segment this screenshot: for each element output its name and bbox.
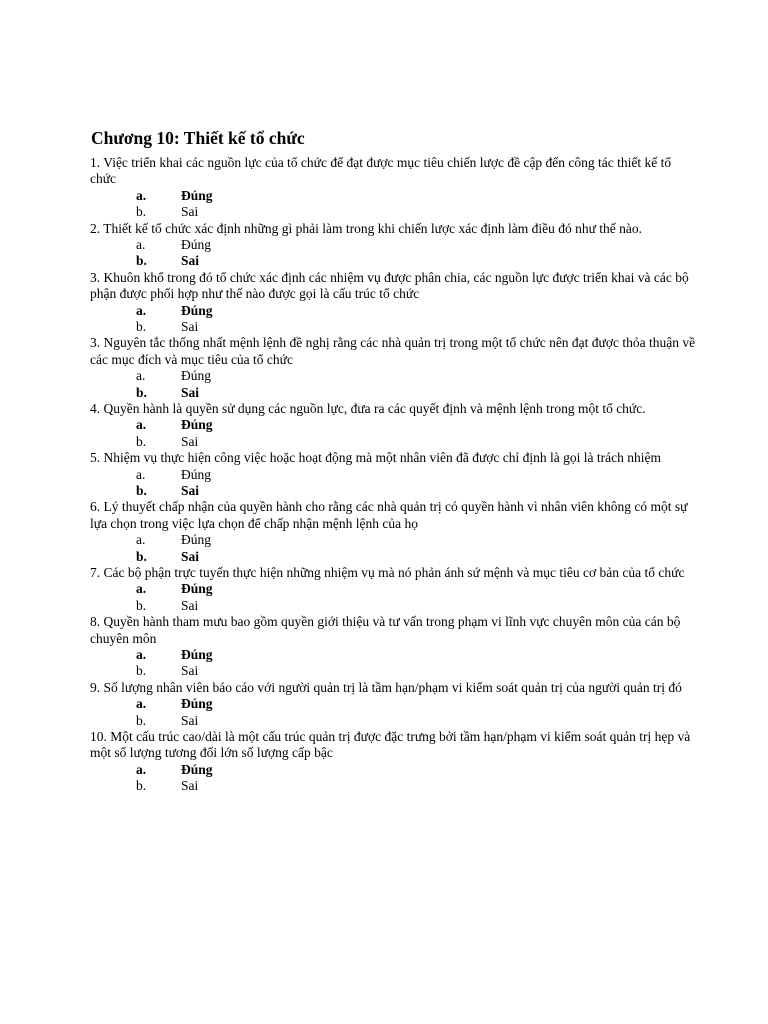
question-block <box>90 270 700 336</box>
answer-option <box>90 696 700 712</box>
option-letter: b. <box>136 482 147 498</box>
question-block <box>90 729 700 795</box>
option-text: Sai <box>181 548 200 564</box>
option-letter: a. <box>136 761 147 777</box>
answer-option <box>90 434 700 450</box>
option-letter: a. <box>136 368 146 384</box>
option-letter: a. <box>136 302 147 318</box>
option-text: Đúng <box>181 532 211 548</box>
option-letter: b. <box>136 548 147 564</box>
question-text: 2. Thiết kế tổ chức xác định những gì phải làm trong khi chiến lược xác định làm điều đó như thế nào. <box>90 220 643 236</box>
question-block <box>90 565 700 614</box>
answer-option <box>90 237 700 253</box>
question-block <box>90 155 700 221</box>
question-text: 7. Các bộ phận trực tuyến thực hiện những nhiệm vụ mà nó phản ánh sứ mệnh và mục tiêu cơ bản của tổ chức <box>90 564 685 580</box>
option-text: Đúng <box>181 761 213 777</box>
option-letter: a. <box>136 696 147 712</box>
option-text: Sai <box>181 433 199 449</box>
option-text: Sai <box>181 663 199 679</box>
question-block <box>90 450 700 499</box>
option-text: Đúng <box>181 187 213 203</box>
answer-option <box>90 319 700 335</box>
page-title: Chương 10: Thiết kế tổ chức <box>91 128 305 148</box>
question-block <box>90 499 700 565</box>
answer-option <box>90 467 700 483</box>
option-text: Sai <box>181 253 200 269</box>
answer-option <box>90 762 700 778</box>
question-block <box>90 401 700 450</box>
option-letter: a. <box>136 187 147 203</box>
option-letter: b. <box>136 318 147 334</box>
option-letter: a. <box>136 532 146 548</box>
question-block <box>90 335 700 401</box>
question-text: 5. Nhiệm vụ thực hiện công việc hoặc hoạt động mà một nhân viên đã được chỉ định là gọi là trách nhiệm <box>90 450 661 466</box>
answer-option <box>90 417 700 433</box>
question-text: 9. Số lượng nhân viên báo cáo với người quản trị là tầm hạn/phạm vi kiểm soát quản trị của người quản trị đó <box>90 679 682 695</box>
question-text: 3. Nguyên tắc thống nhất mệnh lệnh đề nghị rằng các nhà quản trị trong một tổ chức nên đạt được thỏa thuận về các mục đích và mục tiêu của tổ chức <box>90 335 696 367</box>
option-text: Sai <box>181 482 200 498</box>
option-text: Đúng <box>181 646 213 662</box>
question-text: 10. Một cấu trúc cao/dài là một cấu trúc quản trị được đặc trưng bởi tầm hạn/phạm vi kiểm soát quản trị hẹp và một số lượng tương đối lớn số lượng cấp bậc <box>90 728 691 761</box>
answer-option <box>90 188 700 204</box>
option-letter: b. <box>136 433 147 449</box>
answer-option <box>90 598 700 614</box>
option-letter: b. <box>136 778 147 794</box>
question-text: 3. Khuôn khổ trong đó tổ chức xác định các nhiệm vụ được phân chia, các nguồn lực được triển khai và các bộ phận được phối hợp như thế nào được gọi là cấu trúc tổ chức <box>90 269 689 302</box>
option-text: Sai <box>181 318 199 334</box>
option-text: Đúng <box>181 581 213 597</box>
option-letter: b. <box>136 204 147 220</box>
answer-option <box>90 663 700 679</box>
answer-option <box>90 713 700 729</box>
answer-option <box>90 385 700 401</box>
option-text: Đúng <box>181 237 211 252</box>
question-text: 4. Quyền hành là quyền sử dụng các nguồn lực, đưa ra các quyết định và mệnh lệnh trong một tổ chức. <box>90 400 646 416</box>
answer-option <box>90 581 700 597</box>
option-text: Đúng <box>181 417 213 433</box>
question-block <box>90 221 700 270</box>
answer-option <box>90 532 700 548</box>
question-text: 8. Quyền hành tham mưu bao gồm quyền giới thiệu và tư vấn trong phạm vi lĩnh vực chuyên môn của cán bộ chuyên môn <box>90 614 681 646</box>
option-letter: b. <box>136 712 147 728</box>
option-letter: b. <box>136 663 147 679</box>
question-text: 1. Việc triển khai các nguồn lực của tổ chức để đạt được mục tiêu chiến lược đề cập đến công tác thiết kế tổ chức <box>90 155 672 187</box>
option-letter: a. <box>136 466 146 482</box>
option-text: Sai <box>181 384 200 400</box>
option-text: Đúng <box>181 368 211 384</box>
option-letter: a. <box>136 237 146 252</box>
option-letter: a. <box>136 581 147 597</box>
answer-option <box>90 549 700 565</box>
option-text: Sai <box>181 597 199 613</box>
answer-option <box>90 483 700 499</box>
answer-option <box>90 368 700 384</box>
answer-option <box>90 253 700 269</box>
answer-option <box>90 204 700 220</box>
option-letter: b. <box>136 253 147 269</box>
answer-option <box>90 647 700 663</box>
option-text: Sai <box>181 712 199 728</box>
answer-option <box>90 778 700 794</box>
question-list <box>90 155 700 795</box>
option-letter: a. <box>136 417 147 433</box>
option-text: Đúng <box>181 302 213 318</box>
question-text: 6. Lý thuyết chấp nhận của quyền hành cho rằng các nhà quản trị có quyền hành vì nhân viên không có một sự lựa chọn trong việc lựa chọn để chấp nhận mệnh lệnh của họ <box>90 499 688 531</box>
answer-option <box>90 303 700 319</box>
option-letter: b. <box>136 597 147 613</box>
option-letter: b. <box>136 384 147 400</box>
option-text: Đúng <box>181 696 213 712</box>
option-text: Sai <box>181 204 199 220</box>
question-block <box>90 614 700 680</box>
option-text: Sai <box>181 778 199 794</box>
question-block <box>90 680 700 729</box>
option-text: Đúng <box>181 466 211 482</box>
option-letter: a. <box>136 646 147 662</box>
